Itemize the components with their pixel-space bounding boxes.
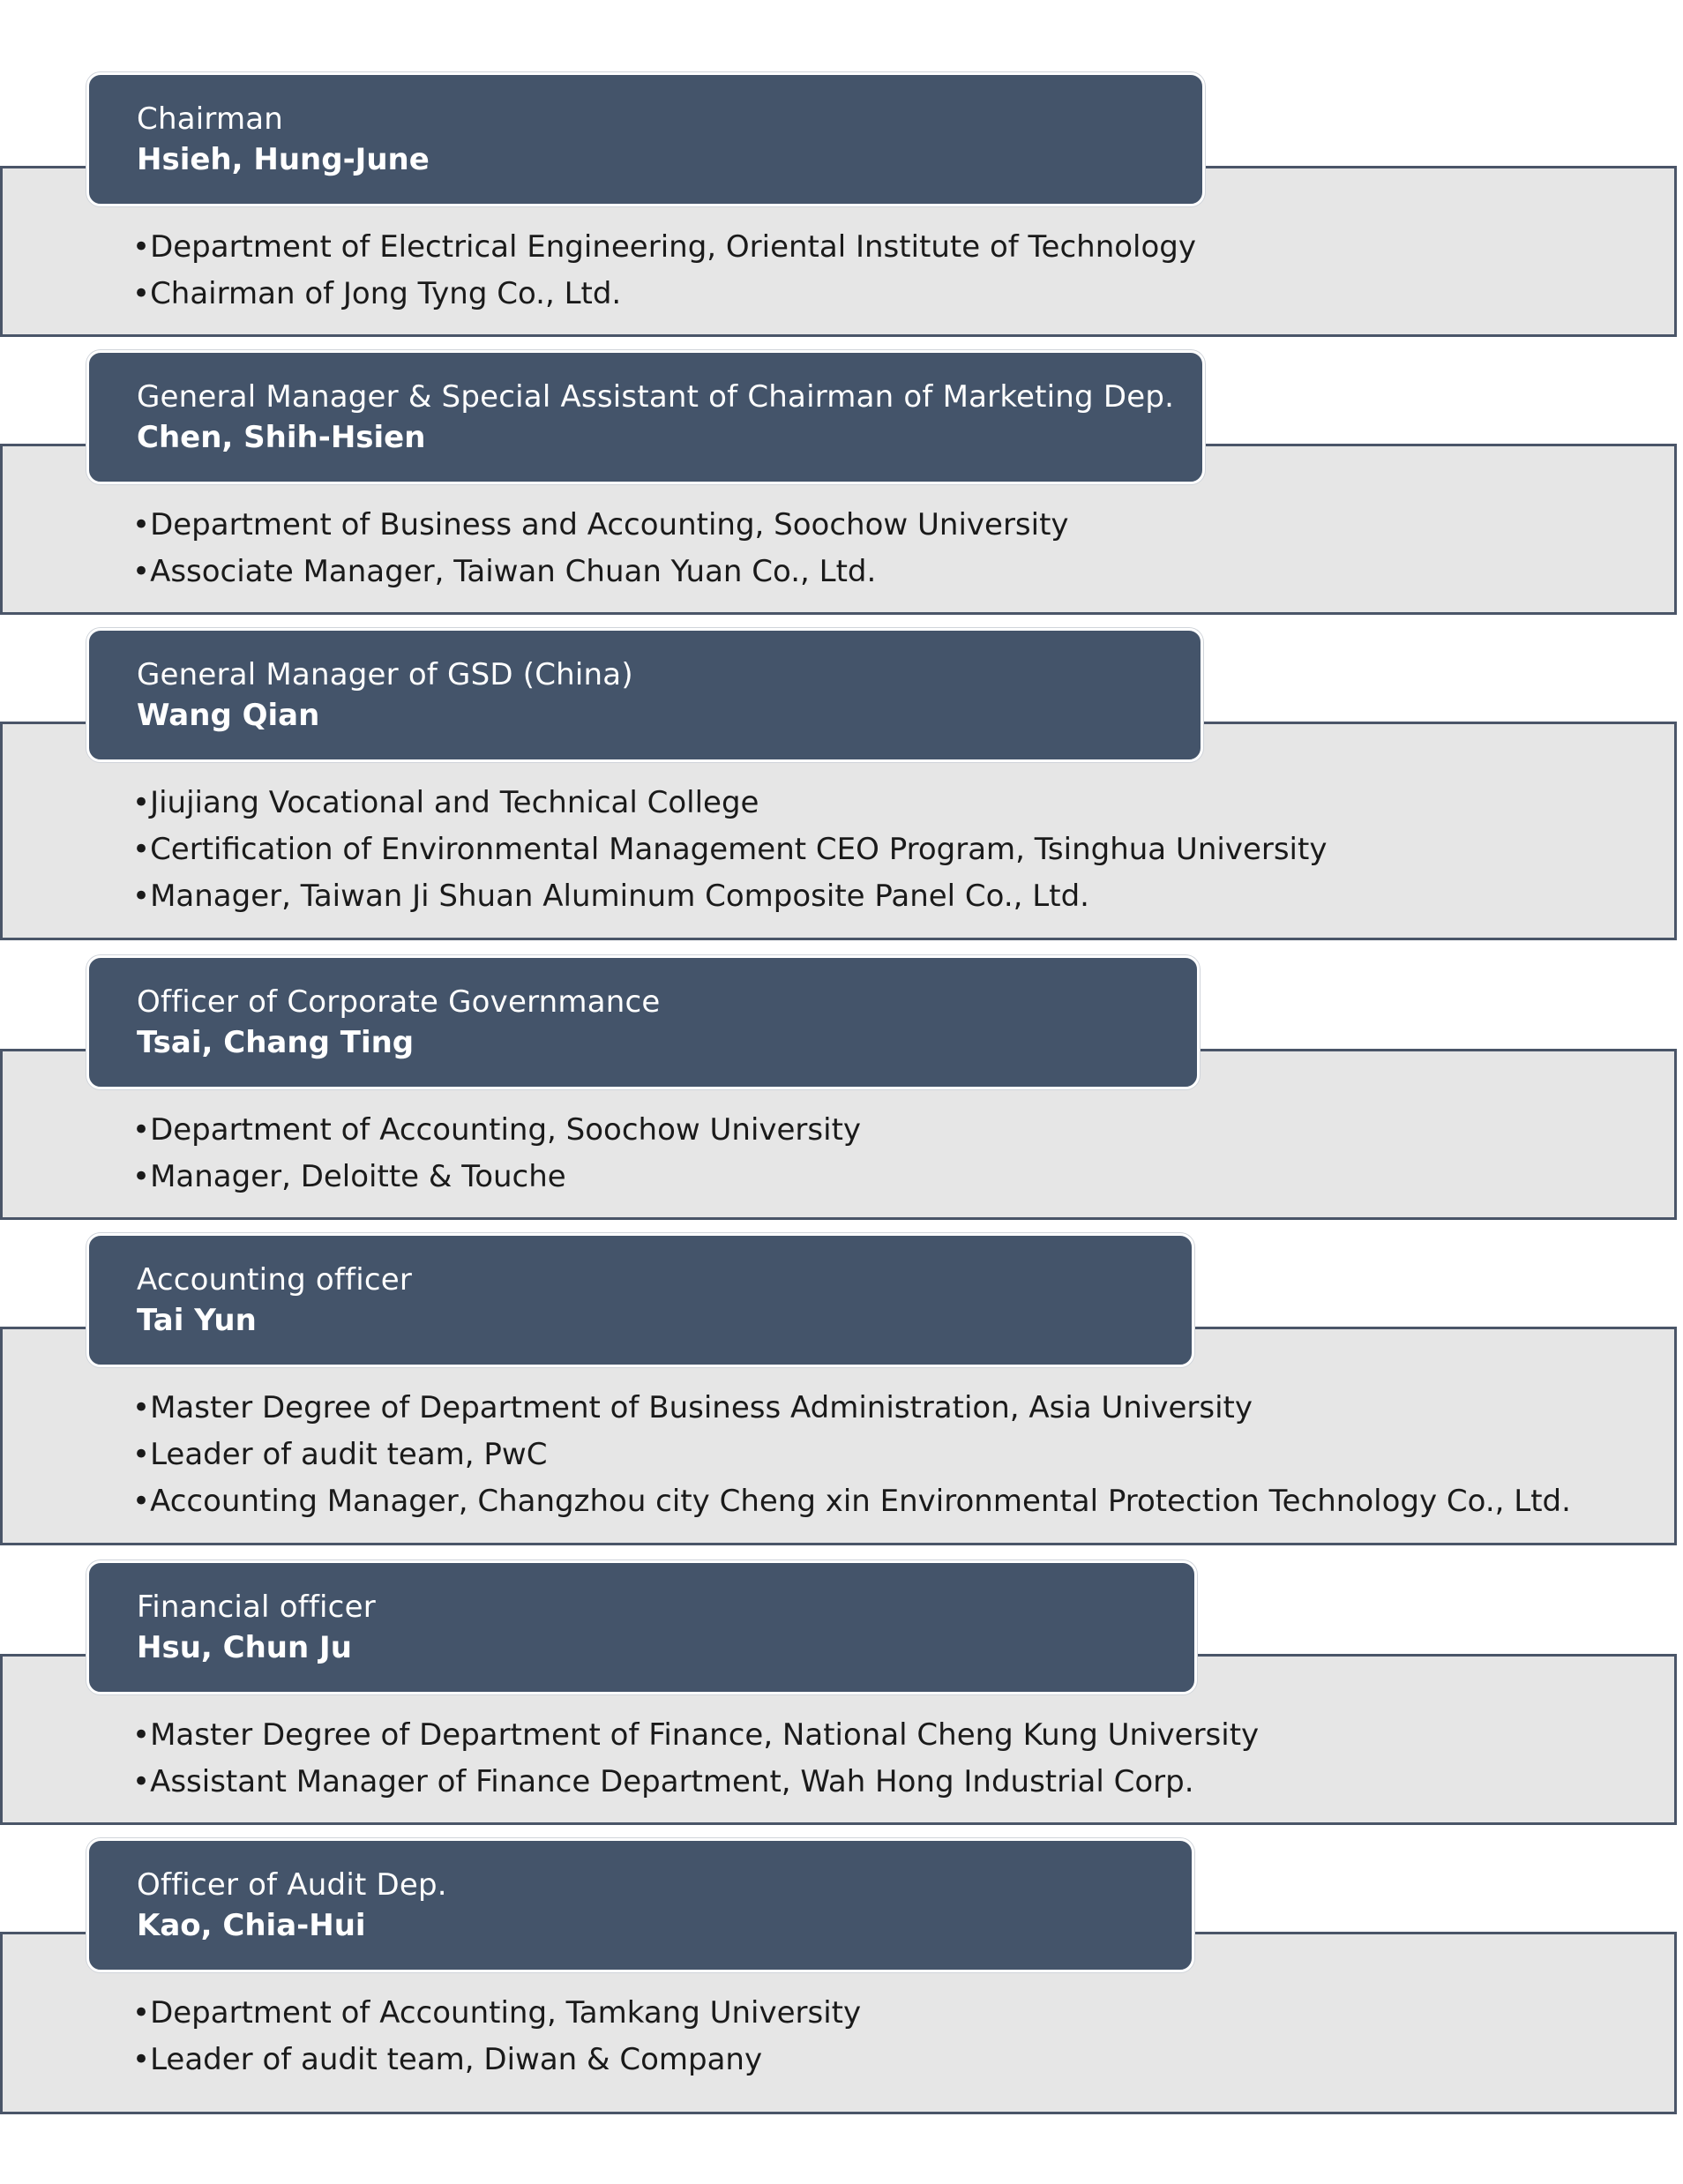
officer-name: Tsai, Chang Ting <box>137 1025 415 1060</box>
officer-header-card <box>86 955 1200 1089</box>
bullet-icon: • <box>132 1437 151 1472</box>
officer-detail-text: Assistant Manager of Finance Department, Wah Hong Industrial Corp. <box>150 1764 1194 1799</box>
officer-detail-item <box>132 502 1069 549</box>
officer-details-list <box>132 1107 861 1200</box>
officer-details-list <box>132 1712 1259 1806</box>
bullet-icon: • <box>132 879 151 914</box>
officer-header-card <box>86 350 1205 484</box>
officer-header-card <box>86 72 1205 206</box>
bullet-icon: • <box>132 1717 151 1753</box>
officer-name: Hsieh, Hung-June <box>137 142 430 177</box>
officer-name: Wang Qian <box>137 698 320 733</box>
officer-detail-text: Master Degree of Department of Finance, National Cheng Kung University <box>150 1717 1260 1753</box>
officer-details-list <box>132 502 1069 595</box>
officer-detail-item <box>132 2037 861 2083</box>
bullet-icon: • <box>132 1484 151 1519</box>
officer-detail-item <box>132 1432 1571 1478</box>
officer-title: Chairman <box>137 101 284 137</box>
officer-detail-item <box>132 873 1327 920</box>
officer-name: Hsu, Chun Ju <box>137 1630 352 1665</box>
officer-detail-text: Accounting Manager, Changzhou city Cheng xin Environmental Protection Technology Co., Ltd. <box>150 1484 1571 1519</box>
officer-name: Tai Yun <box>137 1303 257 1338</box>
bullet-icon: • <box>132 1112 151 1148</box>
officer-detail-text: Master Degree of Department of Business Administration, Asia University <box>150 1390 1253 1425</box>
officer-header-card <box>86 1560 1197 1694</box>
bullet-icon: • <box>132 1764 151 1799</box>
officer-detail-text: Manager, Taiwan Ji Shuan Aluminum Composite Panel Co., Ltd. <box>150 879 1089 914</box>
officer-detail-text: Associate Manager, Taiwan Chuan Yuan Co., Ltd. <box>150 554 877 589</box>
bullet-icon: • <box>132 1159 151 1194</box>
officer-details-list <box>132 780 1327 920</box>
officer-header-card <box>86 1233 1194 1367</box>
officer-detail-item <box>132 826 1327 873</box>
officer-detail-text: Chairman of Jong Tyng Co., Ltd. <box>150 276 622 311</box>
officer-detail-item <box>132 1107 861 1154</box>
bullet-icon: • <box>132 1390 151 1425</box>
officer-title: General Manager of GSD (China) <box>137 657 633 692</box>
officer-detail-item <box>132 1385 1571 1432</box>
officer-detail-item <box>132 1990 861 2037</box>
officer-detail-item <box>132 1154 861 1200</box>
officer-detail-text: Department of Electrical Engineering, Oriental Institute of Technology <box>150 229 1196 265</box>
officer-details-list <box>132 1990 861 2083</box>
officer-details-list <box>132 1385 1571 1525</box>
officer-title: Financial officer <box>137 1589 376 1625</box>
bullet-icon: • <box>132 554 151 589</box>
officer-detail-text: Department of Business and Accounting, Soochow University <box>150 507 1069 542</box>
officer-detail-text: Certification of Environmental Management CEO Program, Tsinghua University <box>150 832 1328 867</box>
bullet-icon: • <box>132 1995 151 2031</box>
officer-title: General Manager & Special Assistant of Chairman of Marketing Dep. <box>137 379 1175 415</box>
officer-detail-text: Jiujiang Vocational and Technical College <box>150 785 759 820</box>
officer-header-card <box>86 628 1203 762</box>
officer-title: Accounting officer <box>137 1262 413 1298</box>
officer-detail-item <box>132 1759 1259 1806</box>
bullet-icon: • <box>132 276 151 311</box>
officer-name: Chen, Shih-Hsien <box>137 420 426 455</box>
bullet-icon: • <box>132 507 151 542</box>
officer-title: Officer of Audit Dep. <box>137 1867 447 1903</box>
bullet-icon: • <box>132 229 151 265</box>
officer-header-card <box>86 1838 1194 1972</box>
bullet-icon: • <box>132 785 151 820</box>
officer-details-list <box>132 224 1196 318</box>
officer-detail-item <box>132 1712 1259 1759</box>
officer-detail-text: Department of Accounting, Tamkang University <box>150 1995 862 2031</box>
officer-detail-item <box>132 1478 1571 1525</box>
officer-detail-text: Department of Accounting, Soochow University <box>150 1112 862 1148</box>
officer-detail-text: Leader of audit team, Diwan & Company <box>150 2042 763 2077</box>
officer-detail-item <box>132 780 1327 826</box>
officer-detail-text: Manager, Deloitte & Touche <box>150 1159 566 1194</box>
officer-title: Officer of Corporate Governmance <box>137 984 661 1020</box>
officer-detail-text: Leader of audit team, PwC <box>150 1437 548 1472</box>
bullet-icon: • <box>132 832 151 867</box>
officer-detail-item <box>132 549 1069 595</box>
bullet-icon: • <box>132 2042 151 2077</box>
officer-detail-item <box>132 271 1196 318</box>
officer-name: Kao, Chia-Hui <box>137 1908 366 1943</box>
officer-detail-item <box>132 224 1196 271</box>
